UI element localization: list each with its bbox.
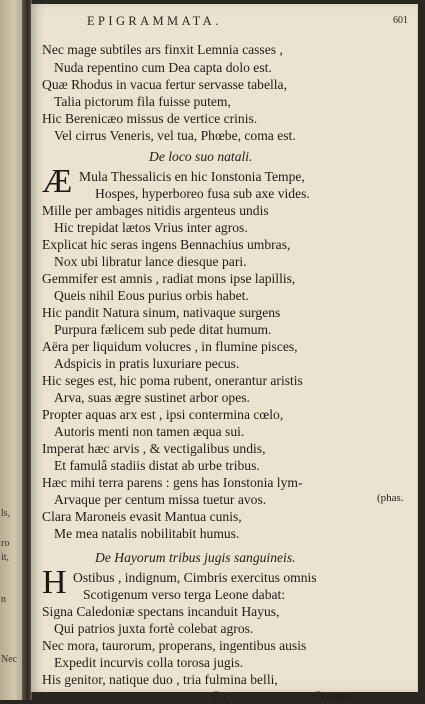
verse-line: Mille per ambages nitidis argenteus undis (42, 203, 269, 218)
verse-line: Nuda repentino cum Dea capta dolo est. (54, 60, 272, 75)
verse-line: Arvaque per centum missa tuetur avos. (54, 492, 267, 507)
running-header (31, 14, 417, 32)
verse-line: Et famulâ stadiis distat ab urbe tribus. (54, 458, 260, 473)
verse-line: Vel cirrus Veneris, vel tua, Phœbe, coma est. (54, 128, 296, 143)
verse-line: Qui patrios juxta fortè colebat agros. (54, 621, 254, 636)
book-page (31, 4, 418, 703)
verse-line: Nox ubi libratur lance diesque pari. (54, 254, 247, 269)
runover-text: (phas. (377, 492, 404, 504)
verse-line: Hic Berenicæo missus de vertice crinis. (42, 111, 258, 126)
verse-line: Hospes, hyperboreo fusa sub axe vides. (95, 186, 310, 201)
page-number: 601 (393, 15, 408, 26)
signature-mark: C c (211, 688, 229, 703)
verse-line: Me mea natalis nobilitabit humus. (54, 526, 240, 541)
verse-line: Expedit incurvis colla torosa jugis. (54, 655, 244, 670)
verse-line: Nec mage subtiles ars finxit Lemnia casses , (42, 42, 283, 57)
verse-line: Autoris menti non tamen æqua sui. (54, 424, 245, 439)
running-title: EPIGRAMMATA. (87, 14, 222, 28)
verse-line: Aëra per liquidum volucres , in flumine pisces, (42, 339, 298, 354)
verse-line: Imperat hæc arvis , & vectigalibus undis, (42, 441, 266, 456)
verse-line: Ostibus , indignum, Cimbris exercitus omnis (73, 570, 317, 585)
verse-line: Hic seges est, hic poma rubent, onerantur aristis (42, 373, 303, 388)
verse-line: Signa Caledoniæ spectans incanduit Hayus, (42, 604, 280, 619)
drop-capital: Æ (42, 163, 73, 200)
verse-line: Purpura fælicem sub pede ditat humum. (54, 322, 272, 337)
poem-heading: De Hayorum tribus jugis sanguineis. (95, 550, 296, 565)
verse-line: Scotigenum verso terga Leone dabat: (83, 587, 286, 602)
verse-line: Gemmifer est amnis , radiat mons ipse lapillis, (42, 271, 296, 286)
verse-line: Nec mora, taurorum, properans, ingentibus ausis (42, 638, 307, 653)
verse-line: Hic trepidat lætos Vrius inter agros. (54, 220, 248, 235)
catchword: Compe- (313, 688, 355, 703)
verse-line: Hæc mihi terra parens : gens has Ionstonia lym- (42, 475, 303, 490)
drop-capital: H (42, 564, 67, 601)
verse-line: Explicat hic seras ingens Bennachius umbras, (42, 237, 291, 252)
verse-line: Adspicis in pratis luxuriare pecus. (54, 356, 240, 371)
verse-line: Mula Thessalicis en hic Ionstonia Tempe, (79, 169, 305, 184)
verse-line: Arva, suas ægre sustinet arbor opes. (54, 390, 250, 405)
poem-heading: De loco suo natali. (149, 149, 253, 164)
verse-line: Quæ Rhodus in vacua fertur servasse tabella, (42, 77, 287, 92)
verse-line: Queis nihil Eous purius orbis habet. (54, 288, 249, 303)
verse-line: Clara Maroneis evasit Mantua cunis, (42, 509, 242, 524)
verse-line: Hic pandit Natura sinum, nativaque surgens (42, 305, 281, 320)
facing-page-fragment: n (1, 594, 6, 605)
facing-page-fragment: Nec (1, 654, 18, 665)
facing-page-fragment: it, (1, 552, 10, 563)
facing-page-fragment: ro (1, 538, 10, 549)
verse-line: His genitor, natique duo , tria fulmina belli, (42, 672, 278, 687)
verse-line: Propter aquas arx est , ipsi contermina cœlo, (42, 407, 284, 422)
facing-page-fragment: ls, (1, 508, 11, 519)
verse-line: Talia pictorum fila fuisse putem, (54, 94, 231, 109)
